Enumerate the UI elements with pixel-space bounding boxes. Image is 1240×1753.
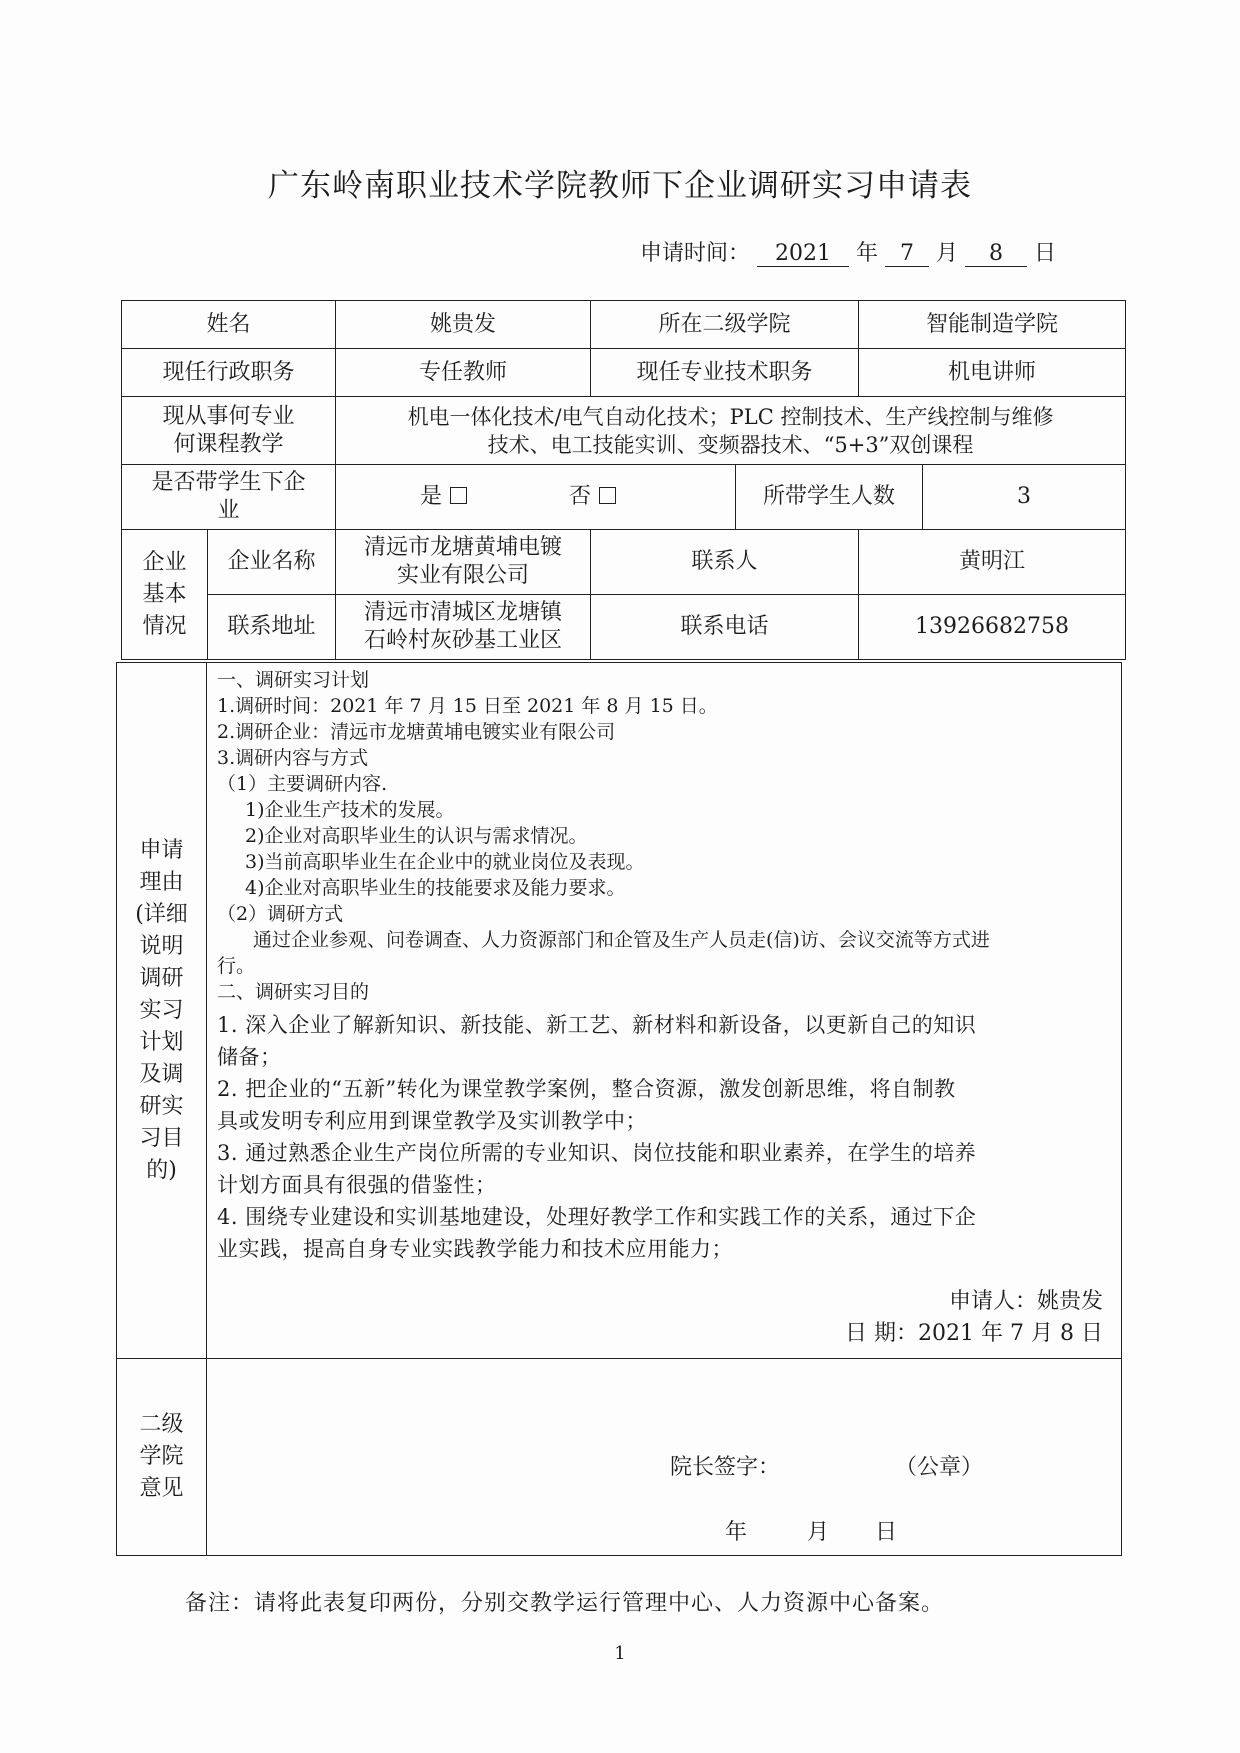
plan-line: 1)企业生产技术的发展。 [245,799,455,821]
opinion-day-label: 日 [875,1520,898,1545]
company-name-line2: 实业有限公司 [397,563,530,588]
phone-value: 13926682758 [859,595,1126,660]
no-label: 否 [569,484,592,509]
courses-label-line1: 现从事何专业 [162,403,295,429]
address-line2: 石岭村灰砂基工业区 [364,628,563,653]
opinion-label-2: 学院 [139,1444,184,1469]
courses-label-line2: 何课程教学 [173,431,284,457]
plan-line: 3)当前高职毕业生在企业中的就业岗位及表现。 [245,851,645,873]
yes-option[interactable] [420,484,467,509]
reason-label-9: 研实 [139,1093,184,1119]
company-section-label [122,530,208,660]
goal-line: 具或发明专利应用到课堂教学及实训教学中； [217,1109,647,1133]
student-count-label: 所带学生人数 [736,465,923,529]
footnote: 备注：请将此表复印两份，分别交教学运行管理中心、人力资源中心备案。 [185,1591,945,1616]
company-section-label-3: 情况 [142,613,187,639]
admin-post-value: 专任教师 [336,349,591,397]
goal-line: 3. 通过熟悉企业生产岗位所需的专业知识、岗位技能和职业素养，在学生的培养 [217,1141,977,1165]
page-number: 1 [614,1643,626,1664]
college-value: 智能制造学院 [859,301,1126,349]
plan-line: 1.调研时间：2021 年 7 月 15 日至 2021 年 8 月 15 日。 [217,695,718,717]
company-name-line1: 清远市龙塘黄埔电镀 [364,535,563,560]
apply-date-label: 申请时间： [640,241,751,266]
reason-label-4: 说明 [139,933,184,959]
plan-line: 一、调研实习计划 [217,669,370,691]
company-section-label-2: 基本 [142,581,187,607]
courses-value [336,397,1126,465]
tech-post-label: 现任专业技术职务 [591,349,859,397]
opinion-label-1: 二级 [139,1412,184,1437]
reason-label-1: 申请 [139,837,184,863]
with-students-label-line1: 是否带学生下企 [151,470,306,495]
with-students-label [122,465,336,530]
student-count-cell [736,465,1126,530]
yes-checkbox[interactable] [450,487,467,504]
reason-label-3: (详细 [135,901,188,927]
apply-date [640,236,1056,267]
opinion-label [117,1359,207,1556]
apply-day-unit: 日 [1034,241,1057,266]
company-name-value [336,530,591,595]
applicant-date: 日 期：2021 年 7 月 8 日 [845,1321,1103,1346]
contact-value: 黄明江 [859,530,1126,595]
address-line1: 清远市清城区龙塘镇 [364,600,563,625]
admin-post-label: 现任行政职务 [122,349,336,397]
form-title: 广东岭南职业技术学院教师下企业调研实习申请表 [268,168,972,204]
reason-label-7: 计划 [139,1029,184,1055]
yes-label: 是 [420,484,443,509]
basic-info-table [121,300,1126,660]
courses-label [122,397,336,465]
with-students-options [336,465,736,530]
opinion-year-label: 年 [725,1520,748,1545]
dean-signature-label: 院长签字： [670,1455,781,1480]
contact-label: 联系人 [591,530,859,595]
apply-year-unit: 年 [856,241,879,266]
name-value: 姚贵发 [336,301,591,349]
plan-line: 二、调研实习目的 [217,981,370,1003]
plan-line: （1）主要调研内容. [217,773,388,795]
reason-label-11: 的) [146,1157,177,1183]
address-label: 联系地址 [208,595,336,660]
company-name-label: 企业名称 [208,530,336,595]
goal-line: 业实践，提高自身专业实践教学能力和技术应用能力； [217,1237,733,1261]
apply-day: 8 [965,241,1027,267]
applicant-signature [207,1286,1121,1350]
student-count-value: 3 [1017,484,1032,509]
plan-line: 行。 [217,955,256,977]
goal-line: 计划方面具有很强的借鉴性； [217,1173,497,1197]
tech-post-value: 机电讲师 [859,349,1126,397]
opinion-content[interactable] [207,1359,1122,1556]
apply-month: 7 [885,241,929,267]
goal-line: 储备； [217,1045,282,1069]
goal-line: 2. 把企业的“五新”转化为课堂教学案例，整合资源，激发创新思维，将自制教 [217,1077,956,1101]
reason-label-2: 理由 [139,869,184,895]
reason-label-10: 习目 [139,1125,184,1151]
reason-label-6: 实习 [139,997,184,1023]
apply-month-unit: 月 [936,241,959,266]
plan-line: 通过企业参观、问卷调查、人力资源部门和企管及生产人员走(信)访、会议交流等方式进 [253,929,990,951]
plan-line: （2）调研方式 [217,903,344,925]
applicant-name: 申请人：姚贵发 [948,1289,1103,1314]
college-label: 所在二级学院 [591,301,859,349]
phone-label: 联系电话 [591,595,859,660]
official-seal-label: （公章） [895,1455,984,1480]
company-section-label-1: 企业 [142,549,187,575]
reason-label-5: 调研 [139,965,184,991]
reason-opinion-table [116,662,1122,1556]
opinion-month-label: 月 [807,1520,830,1545]
reason-label [117,663,207,1359]
goal-line: 1. 深入企业了解新知识、新技能、新工艺、新材料和新设备，以更新自己的知识 [217,1013,977,1037]
plan-line: 3.调研内容与方式 [217,747,369,769]
no-option[interactable] [569,484,616,509]
reason-label-8: 及调 [139,1061,184,1087]
with-students-label-line2: 业 [217,498,240,523]
apply-year: 2021 [757,241,849,267]
plan-line: 2)企业对高职毕业生的认识与需求情况。 [245,825,588,847]
address-value [336,595,591,660]
courses-line2: 技术、电工技能实训、变频器技术、“5+3”双创课程 [487,432,974,457]
opinion-label-3: 意见 [139,1476,184,1501]
no-checkbox[interactable] [599,487,616,504]
plan-line: 4)企业对高职毕业生的技能要求及能力要求。 [245,877,626,899]
name-label: 姓名 [122,301,336,349]
courses-line1: 机电一体化技术/电气自动化技术；PLC 控制技术、生产线控制与维修 [407,404,1054,429]
goal-line: 4. 围绕专业建设和实训基地建设，处理好教学工作和实践工作的关系，通过下企 [217,1205,977,1229]
plan-line: 2.调研企业：清远市龙塘黄埔电镀实业有限公司 [217,721,616,743]
reason-content [207,663,1122,1359]
